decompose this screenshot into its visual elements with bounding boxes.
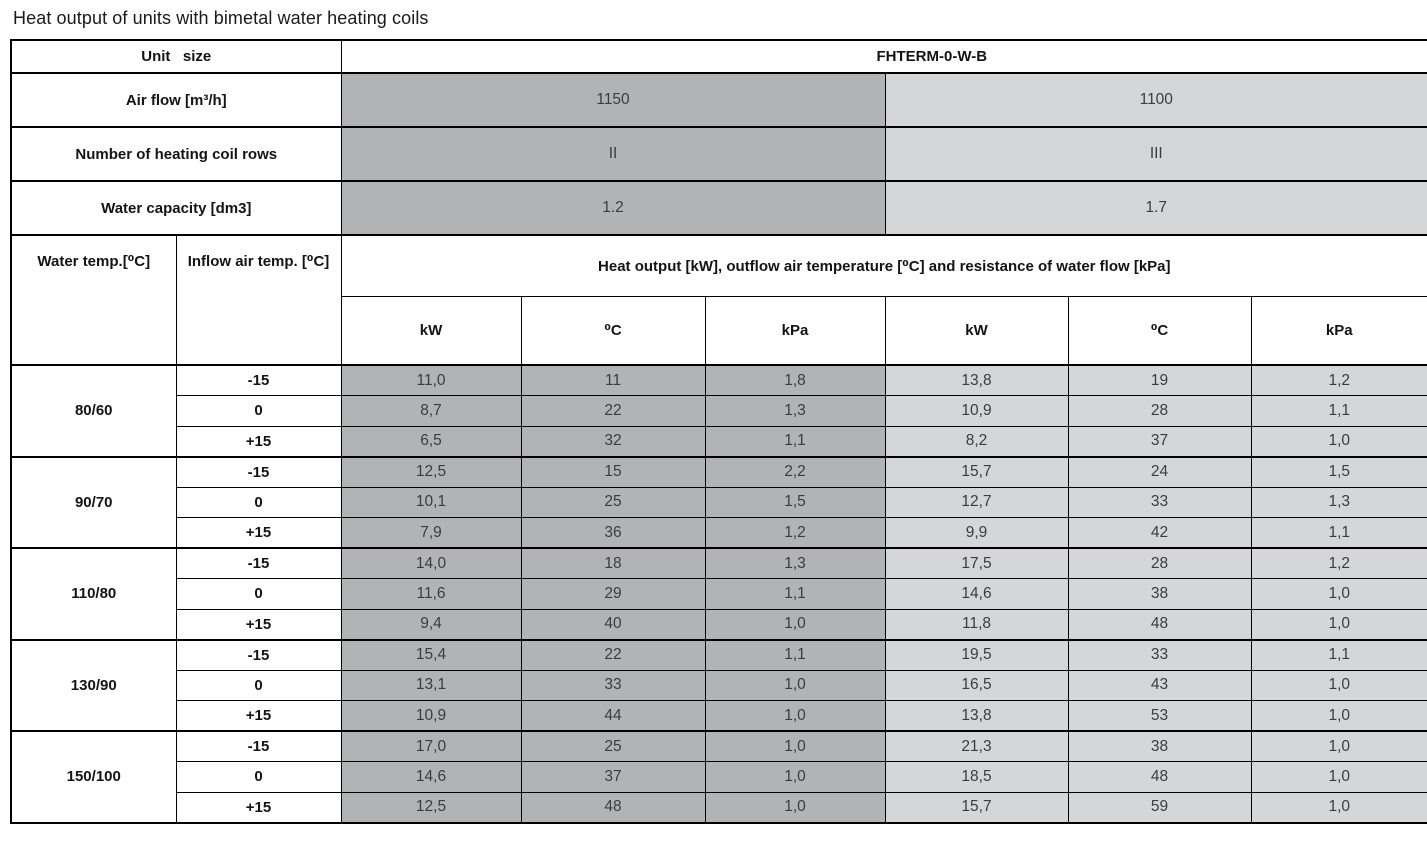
value-cell: 1,0 — [1251, 670, 1427, 701]
value-cell: 42 — [1068, 518, 1251, 549]
value-cell: 1,0 — [705, 792, 885, 823]
table-row — [11, 487, 1427, 518]
water-temp-cell: 80/60 — [11, 365, 176, 457]
value-cell: 38 — [1068, 731, 1251, 762]
value-cell: 1,0 — [705, 701, 885, 732]
value-cell: 13,8 — [885, 365, 1068, 396]
inflow-temp-cell: +15 — [176, 701, 341, 732]
value-cell: 11,0 — [341, 365, 521, 396]
table-row — [11, 548, 1427, 579]
value-cell: 15,4 — [341, 640, 521, 671]
value-cell: 36 — [521, 518, 705, 549]
value-cell: 43 — [1068, 670, 1251, 701]
inflow-temp-cell: +15 — [176, 426, 341, 457]
value-cell: 1,0 — [1251, 579, 1427, 610]
value-cell: 15,7 — [885, 457, 1068, 488]
table-row — [11, 701, 1427, 732]
water-temp-cell: 130/90 — [11, 640, 176, 732]
value-cell: 16,5 — [885, 670, 1068, 701]
unit-size-row — [11, 40, 1427, 73]
section-header-row — [11, 235, 1427, 296]
value-cell: 9,4 — [341, 609, 521, 640]
inflow-temp-cell: +15 — [176, 609, 341, 640]
value-cell: 28 — [1068, 396, 1251, 427]
inflow-temp-cell: -15 — [176, 640, 341, 671]
heat-output-table — [10, 39, 1427, 824]
value-cell: 1,0 — [1251, 609, 1427, 640]
value-cell: 17,5 — [885, 548, 1068, 579]
value-cell: 19 — [1068, 365, 1251, 396]
subheader-cell: ⁰C — [1068, 296, 1251, 365]
inflow-temp-cell: +15 — [176, 792, 341, 823]
value-cell: 11 — [521, 365, 705, 396]
spec-value-left-cell: 1.2 — [341, 181, 885, 235]
value-cell: 1,1 — [705, 426, 885, 457]
value-cell: 11,6 — [341, 579, 521, 610]
value-cell: 24 — [1068, 457, 1251, 488]
value-cell: 1,5 — [1251, 457, 1427, 488]
value-cell: 10,1 — [341, 487, 521, 518]
value-cell: 1,1 — [705, 579, 885, 610]
table-row — [11, 731, 1427, 762]
table-row — [11, 670, 1427, 701]
inflow-temp-cell: -15 — [176, 457, 341, 488]
value-cell: 38 — [1068, 579, 1251, 610]
table-row — [11, 640, 1427, 671]
value-cell: 8,7 — [341, 396, 521, 427]
coil-rows-row — [11, 127, 1427, 181]
value-cell: 14,6 — [885, 579, 1068, 610]
inflow-temp-cell: 0 — [176, 762, 341, 793]
spec-value-right-cell: 1.7 — [885, 181, 1427, 235]
value-cell: 40 — [521, 609, 705, 640]
value-cell: 12,5 — [341, 457, 521, 488]
inflow-temp-cell: +15 — [176, 518, 341, 549]
value-cell: 22 — [521, 396, 705, 427]
inflow-header-cell: Inflow air temp. [⁰C] — [176, 235, 341, 365]
value-cell: 1,0 — [1251, 701, 1427, 732]
value-cell: 22 — [521, 640, 705, 671]
value-cell: 59 — [1068, 792, 1251, 823]
inflow-temp-cell: 0 — [176, 670, 341, 701]
value-cell: 12,7 — [885, 487, 1068, 518]
spec-value-left-cell: II — [341, 127, 885, 181]
value-cell: 8,2 — [885, 426, 1068, 457]
value-cell: 1,2 — [1251, 548, 1427, 579]
water-temp-header-cell: Water temp.[⁰C] — [11, 235, 176, 365]
value-cell: 1,1 — [1251, 640, 1427, 671]
table-row — [11, 792, 1427, 823]
table-row — [11, 579, 1427, 610]
value-cell: 48 — [1068, 609, 1251, 640]
value-cell: 7,9 — [341, 518, 521, 549]
spec-label-cell: Water capacity [dm3] — [11, 181, 341, 235]
subheader-cell: kPa — [1251, 296, 1427, 365]
value-cell: 15 — [521, 457, 705, 488]
table-row — [11, 457, 1427, 488]
value-cell: 53 — [1068, 701, 1251, 732]
subheader-cell: ⁰C — [521, 296, 705, 365]
value-cell: 17,0 — [341, 731, 521, 762]
value-cell: 15,7 — [885, 792, 1068, 823]
spec-value-right-cell: 1100 — [885, 73, 1427, 127]
value-cell: 32 — [521, 426, 705, 457]
value-cell: 37 — [1068, 426, 1251, 457]
spec-label-cell: Air flow [m³/h] — [11, 73, 341, 127]
unit-size-label-cell: Unit size — [11, 40, 341, 73]
value-cell: 25 — [521, 487, 705, 518]
water-capacity-row — [11, 181, 1427, 235]
value-cell: 1,2 — [1251, 365, 1427, 396]
value-cell: 44 — [521, 701, 705, 732]
subheader-cell: kW — [885, 296, 1068, 365]
inflow-temp-cell: -15 — [176, 365, 341, 396]
value-cell: 13,8 — [885, 701, 1068, 732]
spec-value-right-cell: III — [885, 127, 1427, 181]
value-cell: 12,5 — [341, 792, 521, 823]
water-temp-cell: 110/80 — [11, 548, 176, 640]
inflow-temp-cell: 0 — [176, 487, 341, 518]
value-cell: 9,9 — [885, 518, 1068, 549]
value-cell: 1,0 — [705, 731, 885, 762]
table-row — [11, 365, 1427, 396]
unit-model-cell: FHTERM-0-W-B — [341, 40, 1427, 73]
value-cell: 48 — [521, 792, 705, 823]
subheader-cell: kPa — [705, 296, 885, 365]
subheader-cell: kW — [341, 296, 521, 365]
value-cell: 33 — [1068, 640, 1251, 671]
value-cell: 1,0 — [1251, 762, 1427, 793]
value-cell: 1,3 — [705, 396, 885, 427]
spec-label-cell: Number of heating coil rows — [11, 127, 341, 181]
water-temp-cell: 90/70 — [11, 457, 176, 549]
value-cell: 1,0 — [1251, 426, 1427, 457]
value-cell: 1,0 — [705, 670, 885, 701]
water-temp-cell: 150/100 — [11, 731, 176, 823]
value-cell: 37 — [521, 762, 705, 793]
value-cell: 28 — [1068, 548, 1251, 579]
value-cell: 48 — [1068, 762, 1251, 793]
value-cell: 14,0 — [341, 548, 521, 579]
table-row — [11, 762, 1427, 793]
value-cell: 18,5 — [885, 762, 1068, 793]
value-cell: 1,1 — [705, 640, 885, 671]
value-cell: 33 — [521, 670, 705, 701]
value-cell: 11,8 — [885, 609, 1068, 640]
value-cell: 1,2 — [705, 518, 885, 549]
value-cell: 1,0 — [705, 762, 885, 793]
value-cell: 1,8 — [705, 365, 885, 396]
value-cell: 1,3 — [1251, 487, 1427, 518]
table-row — [11, 518, 1427, 549]
value-cell: 10,9 — [885, 396, 1068, 427]
value-cell: 2,2 — [705, 457, 885, 488]
value-cell: 33 — [1068, 487, 1251, 518]
value-cell: 29 — [521, 579, 705, 610]
value-cell: 1,0 — [1251, 731, 1427, 762]
value-cell: 1,1 — [1251, 518, 1427, 549]
value-cell: 1,1 — [1251, 396, 1427, 427]
value-cell: 13,1 — [341, 670, 521, 701]
value-cell: 1,0 — [1251, 792, 1427, 823]
value-cell: 25 — [521, 731, 705, 762]
page-title: Heat output of units with bimetal water heating coils — [13, 8, 429, 28]
table-row — [11, 609, 1427, 640]
value-cell: 1,5 — [705, 487, 885, 518]
value-cell: 19,5 — [885, 640, 1068, 671]
value-cell: 21,3 — [885, 731, 1068, 762]
value-cell: 6,5 — [341, 426, 521, 457]
value-cell: 1,0 — [705, 609, 885, 640]
value-cell: 10,9 — [341, 701, 521, 732]
table-row — [11, 426, 1427, 457]
table-row — [11, 396, 1427, 427]
value-cell: 18 — [521, 548, 705, 579]
inflow-temp-cell: -15 — [176, 548, 341, 579]
air-flow-row — [11, 73, 1427, 127]
spec-value-left-cell: 1150 — [341, 73, 885, 127]
inflow-temp-cell: 0 — [176, 396, 341, 427]
value-cell: 14,6 — [341, 762, 521, 793]
inflow-temp-cell: 0 — [176, 579, 341, 610]
value-cell: 1,3 — [705, 548, 885, 579]
span-header-cell: Heat output [kW], outflow air temperature [⁰C] and resistance of water flow [kPa] — [341, 235, 1427, 296]
inflow-temp-cell: -15 — [176, 731, 341, 762]
